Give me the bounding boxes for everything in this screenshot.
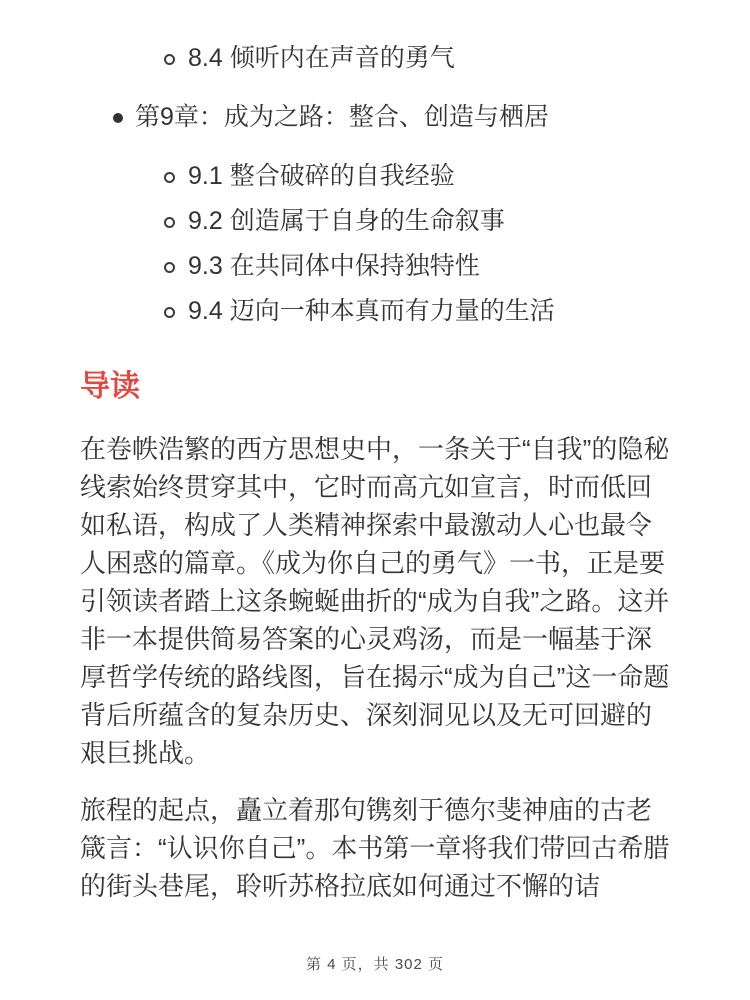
bullet-circle-icon <box>164 217 175 228</box>
toc-item-9-2 <box>80 199 672 244</box>
table-of-contents <box>80 36 672 334</box>
bullet-circle-icon <box>164 54 175 65</box>
toc-item-label: 9.3 在共同体中保持独特性 <box>188 252 480 280</box>
toc-item-label: 8.4 倾听内在声音的勇气 <box>188 44 455 72</box>
toc-item-9-4 <box>80 289 672 334</box>
toc-item-8-4 <box>80 36 672 81</box>
toc-item-label: 9.2 创造属于自身的生命叙事 <box>188 207 505 235</box>
page-indicator: 第 4 页，共 302 页 <box>305 956 445 973</box>
bullet-circle-icon <box>164 172 175 183</box>
toc-item-label: 9.4 迈向一种本真而有力量的生活 <box>188 297 555 325</box>
toc-item-chapter-9 <box>80 95 672 140</box>
toc-item-label: 第9章：成为之路：整合、创造与栖居 <box>135 103 549 131</box>
toc-item-9-3 <box>80 244 672 289</box>
section-heading-introduction: 导读 <box>80 370 140 403</box>
bullet-circle-icon <box>164 262 175 273</box>
toc-item-9-1 <box>80 154 672 199</box>
bullet-disc-icon <box>113 113 123 123</box>
toc-item-label: 9.1 整合破碎的自我经验 <box>188 162 455 190</box>
paragraph-intro-2: 旅程的起点，矗立着那句镌刻于德尔斐神庙的古老箴言：“认识你自己”。本书第一章将我们带回古希腊的街头巷尾，聆听苏格拉底如何通过不懈的诘 <box>80 795 670 901</box>
paragraph-intro-1: 在卷帙浩繁的西方思想史中，一条关于“自我”的隐秘线索始终贯穿其中，它时而高亢如宣言，时而低回如私语，构成了人类精神探索中最激动人心也最令人困惑的篇章。《成为你自己的勇气》一书，正是要引领读者踏上这条蜿蜒曲折的“成为自我”之路。这并非一本提供简易答案的心灵鸡汤，而是一幅基于深厚哲学传统的路线图，旨在揭示“成为自己”这一命题背后所蕴含的复杂历史、深刻洞见以及无可回避的艰巨挑战。 <box>80 434 670 768</box>
bullet-circle-icon <box>164 307 175 318</box>
